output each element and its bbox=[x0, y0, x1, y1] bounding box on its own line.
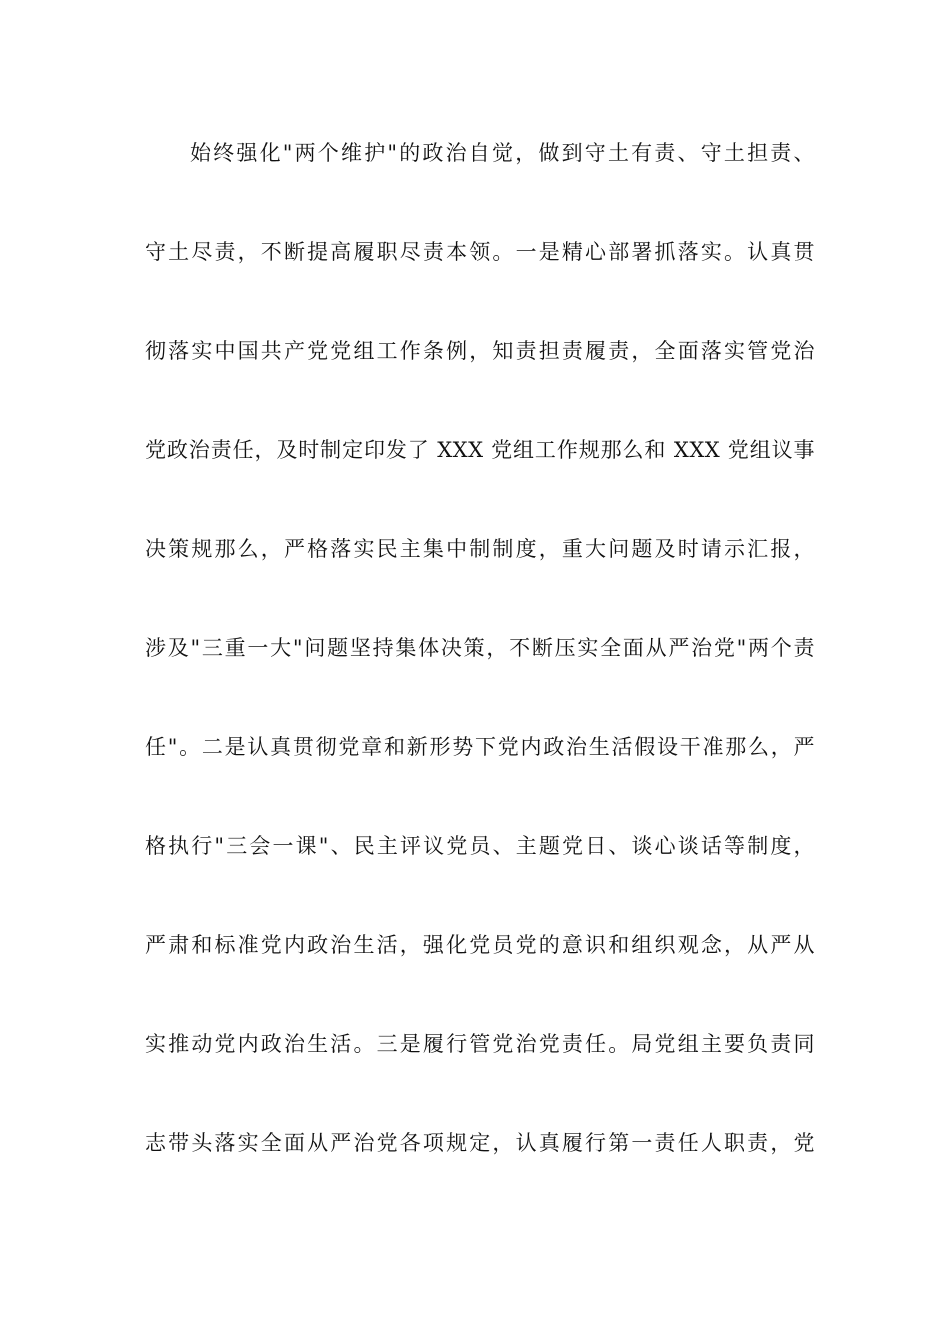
text-line: 志带头落实全面从严治党各项规定，认真履行第一责任人职责，党 bbox=[145, 1131, 815, 1155]
text-line: 守土尽责，不断提高履职尽责本领。一是精心部署抓落实。认真贯 bbox=[145, 240, 815, 264]
text-line: 任"。二是认真贯彻党章和新形势下党内政治生活假设干准那么，严 bbox=[145, 735, 815, 759]
body-text bbox=[145, 134, 815, 1223]
text-line: 格执行"三会一课"、民主评议党员、主题党日、谈心谈话等制度， bbox=[145, 834, 815, 858]
text-line: 决策规那么，严格落实民主集中制制度，重大问题及时请示汇报， bbox=[145, 537, 815, 561]
text-line: 始终强化"两个维护"的政治自觉，做到守土有责、守土担责、 bbox=[190, 141, 815, 165]
text-line: 彻落实中国共产党党组工作条例，知责担责履责，全面落实管党治 bbox=[145, 339, 815, 363]
text-line: 涉及"三重一大"问题坚持集体决策，不断压实全面从严治党"两个责 bbox=[145, 636, 815, 660]
text-line: 实推动党内政治生活。三是履行管党治党责任。局党组主要负责同 bbox=[145, 1032, 815, 1056]
text-line: 党政治责任，及时制定印发了 XXX 党组工作规那么和 XXX 党组议事 bbox=[145, 438, 815, 462]
text-line: 严肃和标准党内政治生活，强化党员党的意识和组织观念，从严从 bbox=[145, 933, 815, 957]
